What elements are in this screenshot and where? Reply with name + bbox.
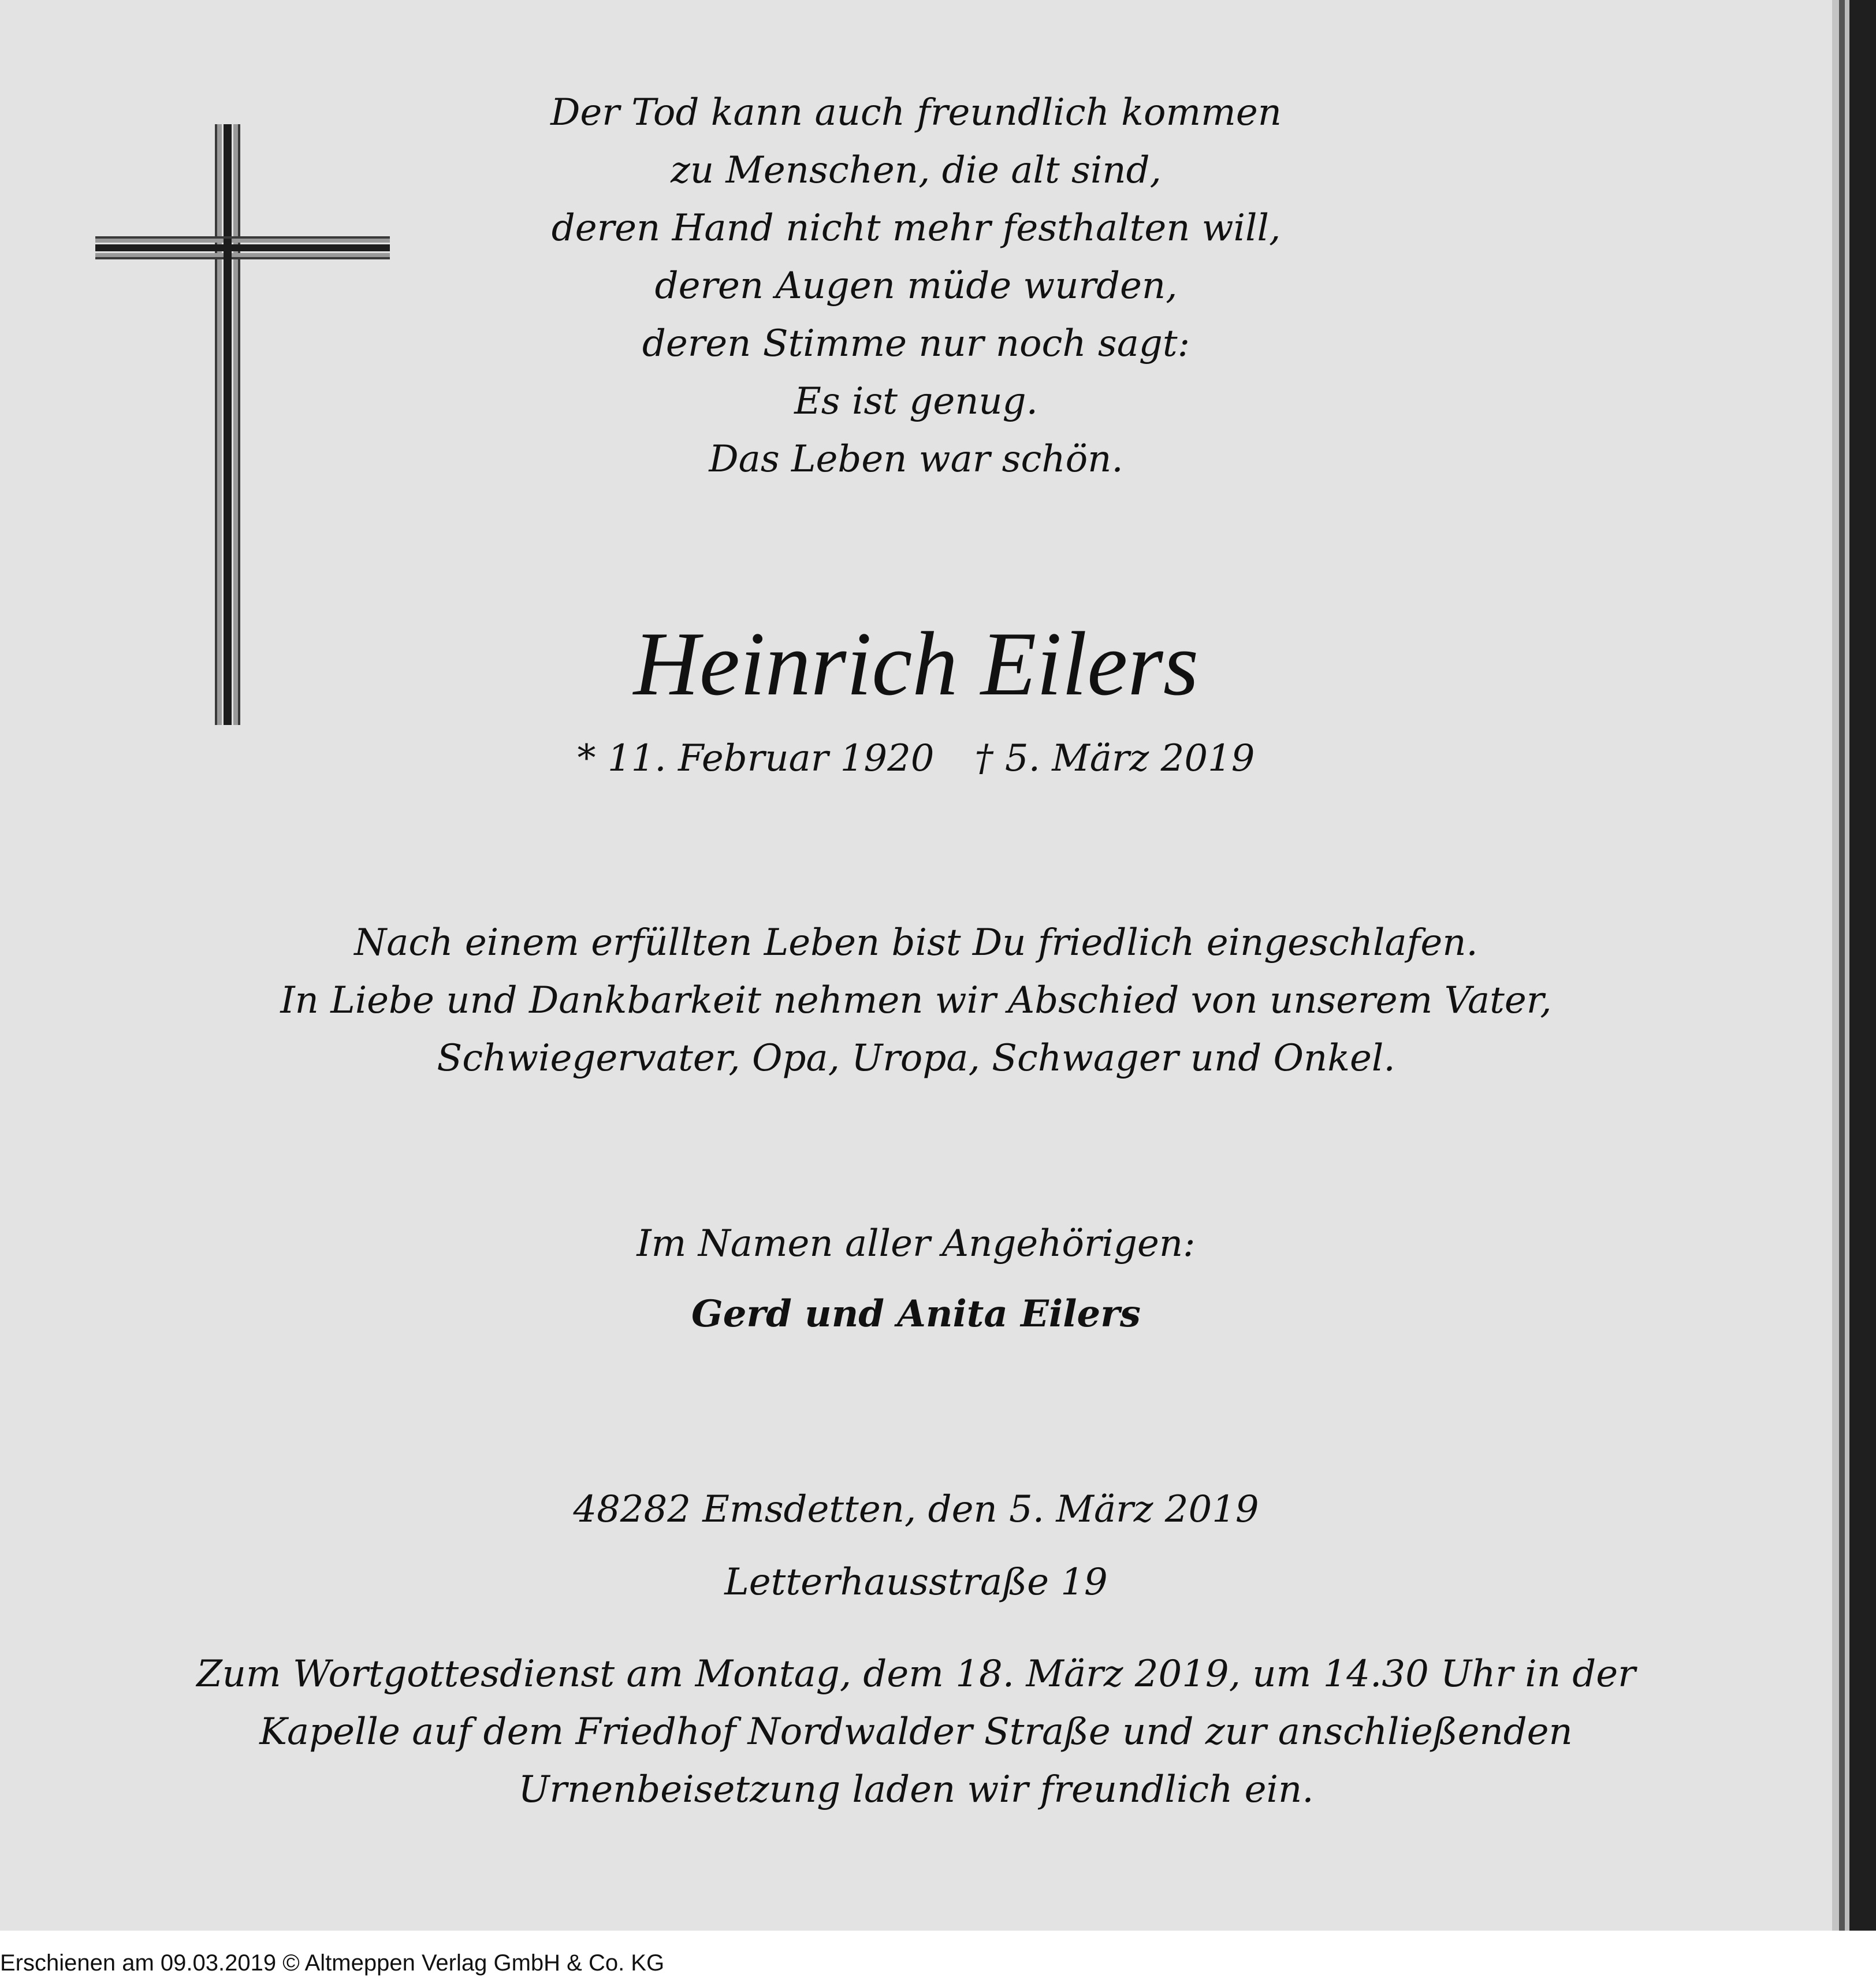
birth-date: * 11. Februar 1920 [577, 737, 935, 780]
address-line: Letterhausstraße 19 [724, 1561, 1108, 1604]
publication-footer: Erschienen am 09.03.2019 © Altmeppen Verlag GmbH & Co. KG [0, 1950, 665, 1976]
service-line: Zum Wortgottesdienst am Montag, dem 18. März 2019, um 14.30 Uhr in der [196, 1653, 1636, 1696]
poem [0, 84, 1832, 488]
farewell-message [0, 914, 1832, 1087]
message-line: Nach einem erfüllten Leben bist Du friedlich eingeschlafen. [354, 921, 1478, 964]
life-dates [0, 733, 1832, 784]
address [0, 1473, 1832, 1619]
service-notice [0, 1645, 1832, 1819]
service-line: Kapelle auf dem Friedhof Nordwalder Straße und zur anschließenden [259, 1711, 1573, 1753]
poem-line: Der Tod kann auch freundlich kommen [550, 91, 1282, 134]
death-date: † 5. März 2019 [974, 737, 1255, 780]
message-line: In Liebe und Dankbarkeit nehmen wir Abschied von unserem Vater, [280, 979, 1552, 1022]
card-edge-black [1849, 0, 1876, 1931]
poem-line: deren Hand nicht mehr festhalten will, [551, 207, 1281, 250]
address-line: 48282 Emsdetten, den 5. März 2019 [573, 1488, 1259, 1531]
card-edge-dark [1839, 0, 1845, 1931]
poem-line: deren Augen müde wurden, [654, 265, 1178, 307]
mourners-names: Gerd und Anita Eilers [691, 1292, 1141, 1336]
poem-line: Es ist genug. [794, 380, 1038, 423]
poem-line: Das Leben war schön. [709, 438, 1123, 481]
poem-line: deren Stimme nur noch sagt: [642, 322, 1190, 365]
poem-line: zu Menschen, die alt sind, [671, 149, 1162, 192]
card-edge-light [1832, 0, 1839, 1931]
card-edge-gap [1845, 0, 1849, 1931]
message-line: Schwiegervater, Opa, Uropa, Schwager und Onkel. [437, 1037, 1395, 1080]
service-line: Urnenbeisetzung laden wir freundlich ein. [518, 1768, 1314, 1811]
mourners-intro: Im Namen aller Angehörigen: [636, 1222, 1196, 1265]
deceased-name: Heinrich Eilers [633, 614, 1199, 715]
